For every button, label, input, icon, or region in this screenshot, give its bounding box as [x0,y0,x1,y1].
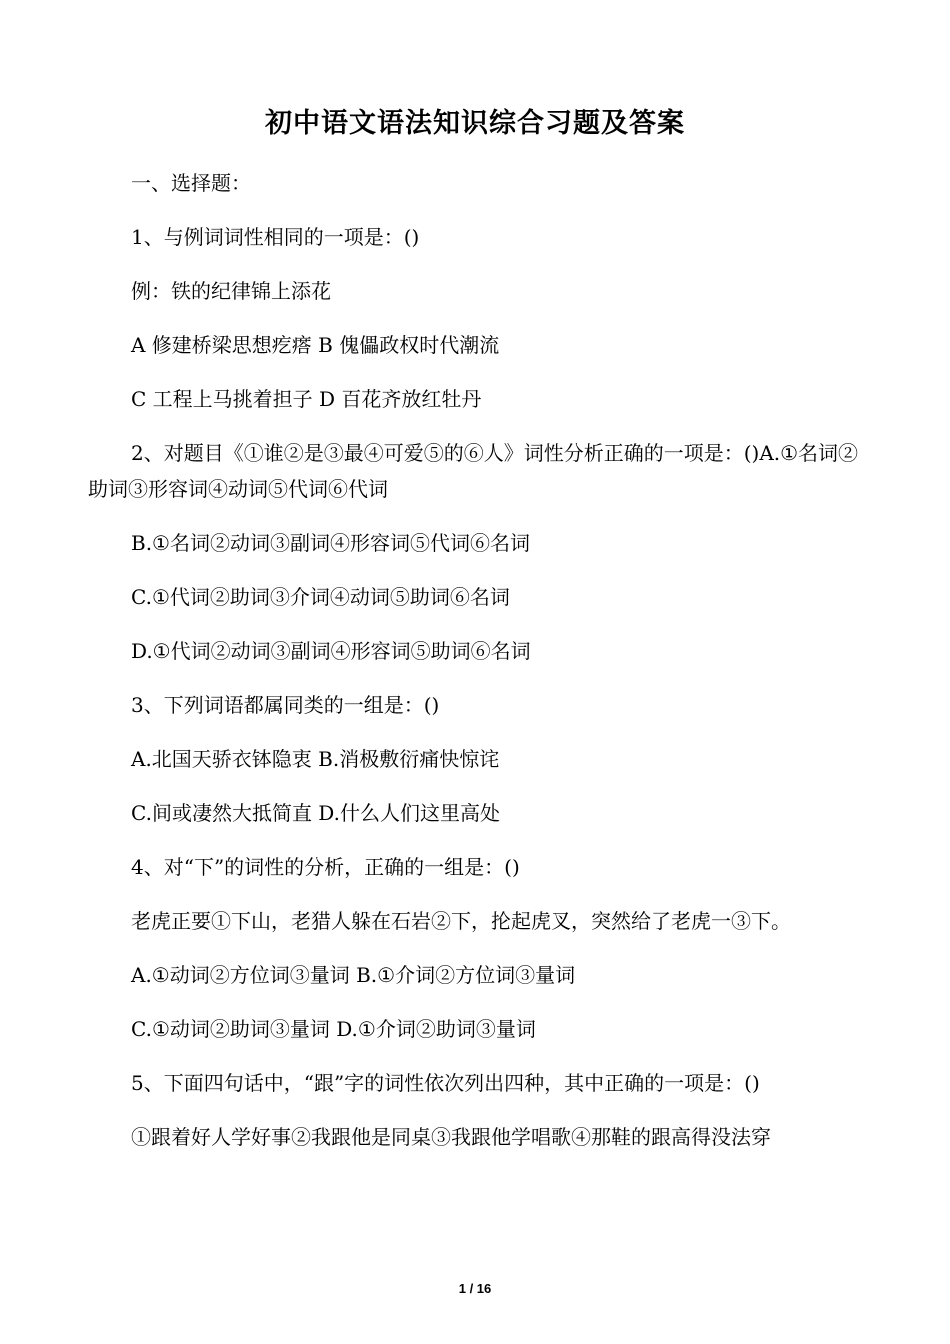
question-2-option-b: B.①名词②动词③副词④形容词⑤代词⑥名词 [131,531,530,555]
question-2: 2、对题目《①谁②是③最④可爱⑤的⑥人》词性分析正确的一项是：()A.①名词②助词③形容词④动词⑤代词⑥代词 [88,441,859,501]
document-body [88,165,863,1173]
question-1-example: 例：铁的纪律锦上添花 [131,279,331,303]
question-5-sentences: ①跟着好人学好事②我跟他是同桌③我跟他学唱歌④那鞋的跟高得没法穿 [131,1125,771,1149]
question-4-passage: 老虎正要①下山，老猎人躲在石岩②下，抡起虎叉，突然给了老虎一③下。 [131,909,791,933]
question-4: 4、对“下”的词性的分析，正确的一组是：() [131,855,520,879]
question-1: 1、与例词词性相同的一项是：() [131,225,420,249]
question-2-option-c: C.①代词②助词③介词④动词⑤助词⑥名词 [131,585,510,609]
question-5: 5、下面四句话中，“跟”字的词性依次列出四种，其中正确的一项是：() [131,1071,760,1095]
question-3: 3、下列词语都属同类的一组是：() [131,693,440,717]
document-title: 初中语文语法知识综合习题及答案 [265,108,685,139]
page-number: 1 / 16 [458,1281,492,1296]
section-heading: 一、选择题： [131,171,251,195]
question-3-options-cd: C.间或凄然大抵简直 D.什么人们这里高处 [131,801,500,825]
question-3-options-ab: A.北国天骄衣钵隐衷 B.消极敷衍痛快惊诧 [131,747,500,771]
question-1-options-cd: C 工程上马挑着担子 D 百花齐放红牡丹 [131,387,482,411]
question-2-option-d: D.①代词②动词③副词④形容词⑤助词⑥名词 [131,639,531,663]
question-4-options-ab: A.①动词②方位词③量词 B.①介词②方位词③量词 [131,963,576,987]
question-1-options-ab: A 修建桥梁思想疙瘩 B 傀儡政权时代潮流 [131,333,500,357]
question-4-options-cd: C.①动词②助词③量词 D.①介词②助词③量词 [131,1017,536,1041]
